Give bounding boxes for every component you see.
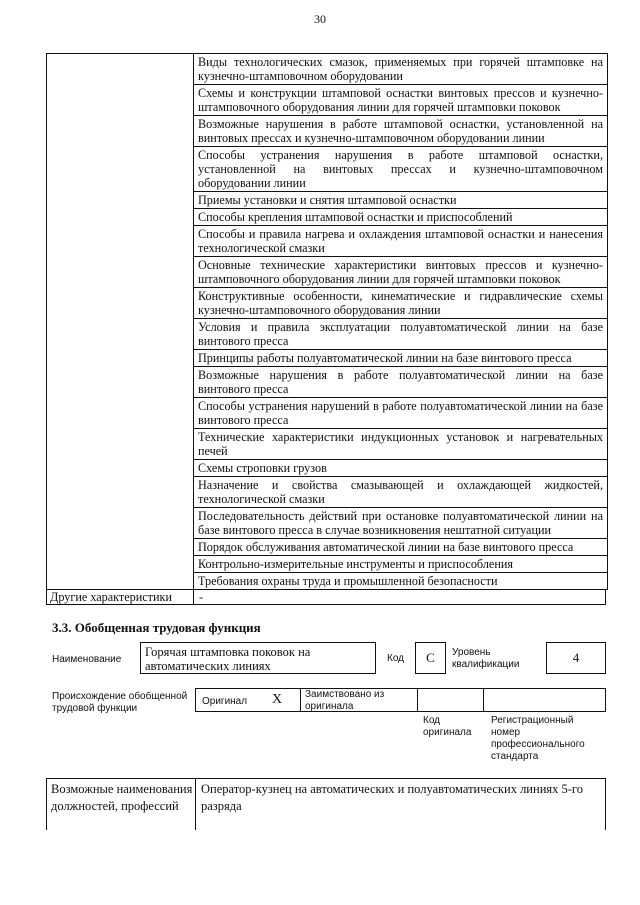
knowledge-item: Последовательность действий при остановке полуавтоматической линии на базе винтового пресса в случае возникновения нештатной ситуации bbox=[194, 508, 607, 539]
original-label: Оригинал bbox=[202, 696, 248, 707]
borrowed-label: Заимствовано из оригинала bbox=[305, 689, 385, 712]
knowledge-item: Основные технические характеристики винтовых прессов и кузнечно-штамповочного оборудования линии для горячей штамповки поковок bbox=[194, 257, 607, 288]
knowledge-item: Технические характеристики индукционных установок и нагревательных печей bbox=[194, 429, 607, 460]
knowledge-item: Схемы и конструкции штамповой оснастки винтовых прессов и кузнечно-штамповочного оборудования линии для горячей штамповки поковок bbox=[194, 85, 607, 116]
positions-value: Оператор-кузнец на автоматических и полуавтоматических линиях 5-го разряда bbox=[201, 782, 583, 813]
knowledge-item: Способы и правила нагрева и охлаждения штамповой оснастки и нанесения технологической смазки bbox=[194, 226, 607, 257]
knowledge-item: Условия и правила эксплуатации полуавтоматической линии на базе винтового пресса bbox=[194, 319, 607, 350]
knowledge-item: Виды технологических смазок, применяемых при горячей штамповке на кузнечно-штамповочном оборудовании bbox=[194, 54, 607, 85]
knowledge-item: Конструктивные особенности, кинематические и гидравлические схемы кузнечно-штамповочного оборудования линии bbox=[194, 288, 607, 319]
original-mark: X bbox=[272, 692, 283, 707]
positions-table bbox=[46, 778, 606, 830]
knowledge-items bbox=[193, 53, 608, 590]
other-characteristics-label: Другие характеристики bbox=[50, 590, 172, 604]
function-name-box bbox=[140, 642, 376, 674]
knowledge-item: Способы устранения нарушения в работе штамповой оснастки, установленной на винтовых прессах и кузнечно-штамповочном оборудовании линии bbox=[194, 147, 607, 192]
code-original-label: Код оригинала bbox=[423, 715, 472, 738]
knowledge-item: Порядок обслуживания автоматической линии на базе винтового пресса bbox=[194, 539, 607, 556]
knowledge-item: Назначение и свойства смазывающей и охлаждающей жидкостей, технологической смазки bbox=[194, 477, 607, 508]
knowledge-item: Способы устранения нарушений в работе полуавтоматической линии на базе винтового пресса bbox=[194, 398, 607, 429]
level-value: 4 bbox=[572, 650, 580, 665]
function-name-value: Горячая штамповка поковок на автоматических линиях bbox=[145, 645, 311, 673]
knowledge-item: Приемы установки и снятия штамповой оснастки bbox=[194, 192, 607, 209]
positions-label: Возможные наименования должностей, профессий bbox=[51, 782, 193, 813]
knowledge-label-cell bbox=[46, 53, 193, 590]
section-title: 3.3. Обобщенная трудовая функция bbox=[52, 620, 261, 635]
knowledge-item: Возможные нарушения в работе штамповой оснастки, установленной на винтовых прессах и кузнечно-штамповочном оборудовании линии bbox=[194, 116, 607, 147]
level-label: Уровень квалификации bbox=[452, 647, 520, 670]
page-number: 30 bbox=[314, 12, 326, 26]
knowledge-item: Контрольно-измерительные инструменты и приспособления bbox=[194, 556, 607, 573]
other-characteristics-value: - bbox=[199, 590, 204, 604]
knowledge-item: Требования охраны труда и промышленной безопасности bbox=[194, 573, 607, 590]
origin-label: Происхождение обобщенной трудовой функции bbox=[52, 691, 188, 714]
other-characteristics-row bbox=[46, 589, 606, 605]
knowledge-item: Способы крепления штамповой оснастки и приспособлений bbox=[194, 209, 607, 226]
level-box bbox=[546, 642, 606, 674]
code-label: Код bbox=[387, 653, 405, 664]
code-box bbox=[415, 642, 446, 674]
registration-number-label: Регистрационный номер профессионального стандарта bbox=[491, 715, 585, 762]
knowledge-item: Возможные нарушения в работе полуавтоматической линии на базе винтового пресса bbox=[194, 367, 607, 398]
code-value: С bbox=[426, 650, 435, 665]
knowledge-item: Схемы строповки грузов bbox=[194, 460, 607, 477]
knowledge-item: Принципы работы полуавтоматической линии на базе винтового пресса bbox=[194, 350, 607, 367]
name-label: Наименование bbox=[52, 654, 122, 665]
